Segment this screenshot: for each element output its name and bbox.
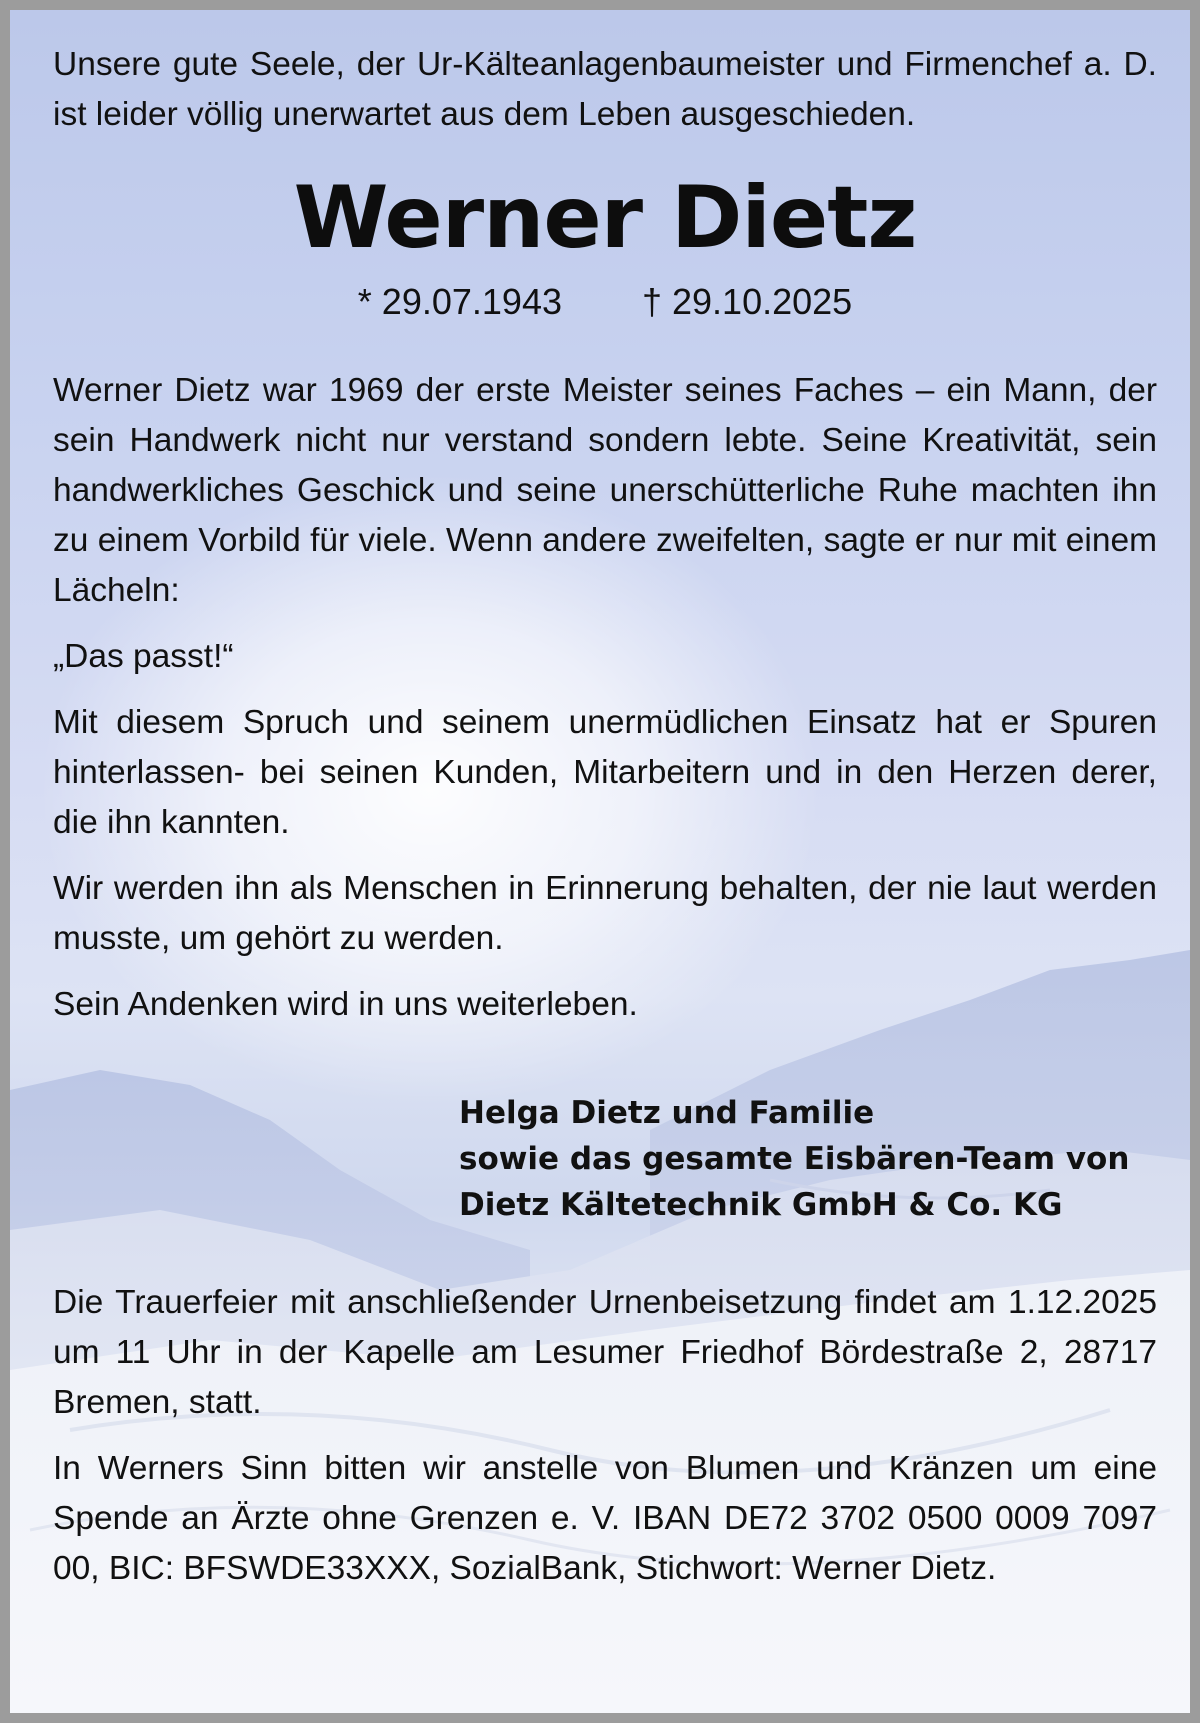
life-dates — [53, 280, 1157, 324]
legacy-paragraph: Mit diesem Spruch und seinem unermüdlichen Einsatz hat er Spuren hinterlassen- bei seinen Kunden, Mitarbeitern und in den Herzen derer, die ihn kannten. — [53, 704, 1157, 841]
ceremony-paragraph: Die Trauerfeier mit anschließender Urnenbeisetzung findet am 1.12.2025 um 11 Uhr in der Kapelle am Lesumer Friedhof Bördestraße 2, 28717 Bremen, statt. — [53, 1284, 1157, 1421]
death-date: † 29.10.2025 — [641, 281, 853, 322]
signature-block — [459, 1090, 1157, 1228]
memory-paragraph: Wir werden ihn als Menschen in Erinnerung behalten, der nie laut werden musste, um gehört zu werden. — [53, 870, 1157, 957]
donation-paragraph: In Werners Sinn bitten wir anstelle von Blumen und Kränzen um eine Spende an Ärzte ohne Grenzen e. V. IBAN DE72 3702 0500 0009 7097 00, BIC: BFSWDE33XXX, SozialBank, Stichwort: Werner Dietz. — [53, 1450, 1157, 1587]
birth-date: * 29.07.1943 — [357, 281, 562, 322]
signature-line-team: sowie das gesamte Eisbären-Team von — [459, 1141, 1130, 1177]
deceased-name: Werner Dietz — [293, 168, 917, 268]
notice-content — [53, 40, 1157, 1594]
tribute-paragraph: Werner Dietz war 1969 der erste Meister seines Faches – ein Mann, der sein Handwerk nicht nur verstand sondern lebte. Seine Kreativität, sein handwerkliches Geschick und seine unerschütterliche Ruhe machten ihn zu einem Vorbild für viele. Wenn andere zweifelten, sagte er nur mit einem Lächeln: — [53, 372, 1157, 609]
quote-text: „Das passt!“ — [53, 638, 234, 675]
signature-line-company: Dietz Kältetechnik GmbH & Co. KG — [459, 1187, 1063, 1223]
closing-line: Sein Andenken wird in uns weiterleben. — [53, 986, 638, 1023]
intro-text: Unsere gute Seele, der Ur-Kälteanlagenbaumeister und Firmenchef a. D. ist leider völlig unerwartet aus dem Leben ausgeschieden. — [53, 46, 1157, 133]
signature-line-family: Helga Dietz und Familie — [459, 1095, 875, 1131]
